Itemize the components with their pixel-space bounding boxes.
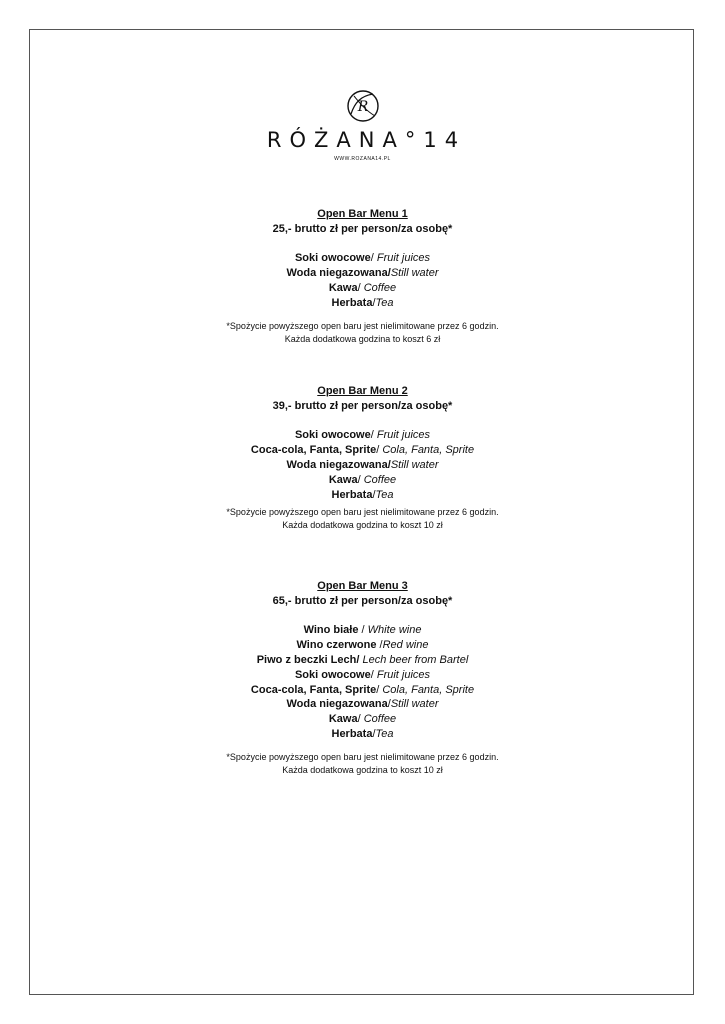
menu-title: Open Bar Menu 3 (317, 580, 408, 592)
menu-item: Coca-cola, Fanta, Sprite/ Cola, Fanta, Sprite (250, 683, 475, 696)
menu-item: Piwo z beczki Lech/ Lech beer from Bartel (256, 653, 469, 666)
menu-price: 25,- brutto zł per person/za osobę* (272, 222, 453, 235)
monogram-letter: R (357, 99, 368, 115)
menu-item: Herbata/Tea (331, 727, 394, 740)
open-bar-menu-3 (0, 579, 725, 777)
menu-item: Soki owocowe/ Fruit juices (294, 668, 431, 681)
menu-item: Kawa/ Coffee (328, 281, 397, 294)
menu-item: Kawa/ Coffee (328, 713, 397, 726)
rose-monogram-icon (345, 88, 381, 124)
menu-note: *Spożycie powyższego open baru jest nielimitowane przez 6 godzin. (226, 320, 499, 331)
menu-note: *Spożycie powyższego open baru jest nielimitowane przez 6 godzin. (226, 751, 499, 762)
menu-item: Coca-cola, Fanta, Sprite/ Cola, Fanta, Sprite (250, 444, 475, 457)
menu-item: Herbata/Tea (331, 296, 394, 309)
menu-item: Woda niegazowana/Still water (286, 698, 439, 711)
brand-name: RÓŻANA°14 (266, 128, 467, 152)
logo (0, 88, 725, 162)
menu-item: Kawa/ Coffee (328, 473, 397, 486)
open-bar-menu-2 (0, 384, 725, 532)
menu-note: Każda dodatkowa godzina to koszt 10 zł (282, 520, 443, 531)
menu-item: Woda niegazowana/Still water (286, 267, 439, 280)
menu-note: *Spożycie powyższego open baru jest nielimitowane przez 6 godzin. (226, 507, 499, 518)
menu-price: 65,- brutto zł per person/za osobę* (272, 594, 453, 607)
menu-item: Wino białe / White wine (303, 624, 422, 637)
menu-price: 39,- brutto zł per person/za osobę* (272, 399, 453, 412)
menu-title: Open Bar Menu 2 (317, 385, 408, 397)
menu-item: Herbata/Tea (331, 488, 394, 501)
website-url: WWW.ROZANA14.PL (334, 156, 391, 162)
menu-item: Woda niegazowana/Still water (286, 458, 439, 471)
menu-item: Soki owocowe/ Fruit juices (294, 429, 431, 442)
open-bar-menu-1 (0, 207, 725, 346)
menu-note: Każda dodatkowa godzina to koszt 6 zł (284, 333, 441, 344)
menu-item: Soki owocowe/ Fruit juices (294, 252, 431, 265)
menu-title: Open Bar Menu 1 (317, 208, 408, 220)
menu-note: Każda dodatkowa godzina to koszt 10 zł (282, 764, 443, 775)
menu-item: Wino czerwone /Red wine (296, 639, 429, 652)
